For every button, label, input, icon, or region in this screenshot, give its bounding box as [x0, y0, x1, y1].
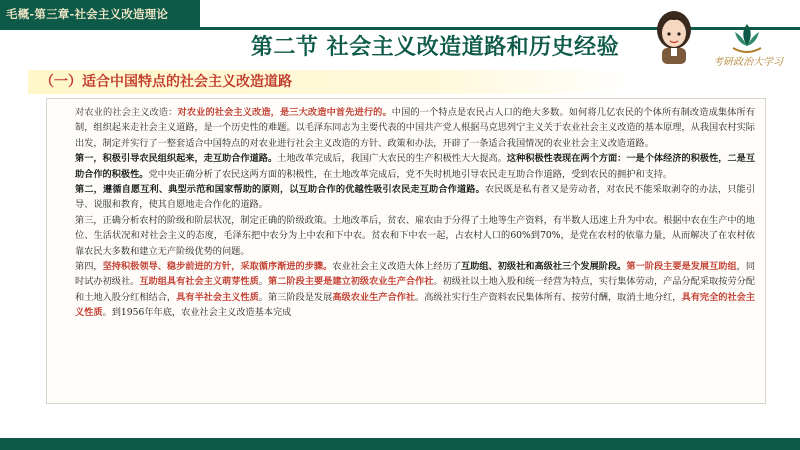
section-heading: （一）适合中国特点的社会主义改造道路 [28, 70, 630, 94]
text-run: 第二阶段主要是建立初级农业生产合作社 [268, 276, 434, 288]
page-title: 第二节 社会主义改造道路和历史经验 [250, 34, 620, 60]
avatar [652, 8, 696, 64]
text-run: 互助组、初级社和高级社三个发展阶段。 [460, 261, 627, 273]
text-run: 坚持积极领导、稳步前进的方针，采取循序渐进的步骤。 [102, 261, 333, 273]
text-run: 这种积极性表现在两个方面：一是个体经济的积极性，二是互助合作的积极性。 [75, 153, 756, 180]
text-run: 对农业的社会主义改造： [75, 107, 178, 118]
text-run: 第一，积极引导农民组织起来，走互助合作道路。 [75, 153, 278, 165]
paragraph-1 [57, 105, 755, 151]
paragraph-5 [57, 259, 755, 321]
content-box [46, 98, 766, 404]
text-run: 第二，遵循自愿互利、典型示范和国家帮助的原则，以互助合作的优越性吸引农民走互助合作道路。 [75, 184, 485, 196]
text-run: 互助组具有社会主义萌芽性质 [139, 276, 259, 288]
text-run: 。初级社以土地入股和统一经营为特点，实行集体劳动，产品分配采取按劳分配和土地入股分红相结合， [75, 276, 756, 303]
brand-text: 考研政治大学习 [713, 57, 783, 68]
text-run: 农业社会主义改造大体上经历了 [332, 261, 461, 273]
text-run: 党中央正确分析了农民这两方面的积极性，在土地改革完成后，党不失时机地引导农民走互助合作道路，受到农民的拥护和支持。 [148, 168, 673, 180]
text-run: 。 [258, 276, 268, 288]
text-run: 。到1956年年底，农业社会主义改造基本完成 [102, 307, 292, 319]
text-run: 对农业的社会主义改造，是三大改造中首先进行的。 [177, 107, 392, 118]
text-run: 。第三阶段是发展 [258, 291, 333, 303]
text-run: 具有完全的社会主义性质 [75, 291, 756, 319]
text-run: 高级农业生产合作社 [332, 291, 416, 303]
paragraph-4 [57, 213, 755, 259]
text-run: 。高级社实行生产资料农民集体所有、按劳付酬，取消土地分红， [415, 291, 682, 303]
text-run: 具有半社会主义性质 [176, 291, 259, 303]
text-run: 土地改革完成后，我国广大农民的生产积极性大大提高。 [277, 153, 507, 165]
paragraph-2 [57, 151, 755, 182]
footer-bar [0, 438, 800, 450]
text-run: 农民既是私有者又是劳动者，对农民不能采取剥夺的办法，只能引导、说服和教育，使其自愿地走合作化的道路。 [75, 184, 756, 211]
text-run: ，同时试办初级社。 [75, 261, 756, 288]
paragraph-3 [57, 182, 755, 213]
chapter-banner [0, 0, 200, 30]
text-run: 第三，正确分析农村的阶级和阶层状况，制定正确的阶级政策。土地改革后，贫农、雇农由于分得了土地等生产资料，有半数人迅速上升为中农。根据中农在生产中的地位、生活状况和对社会主义的态度，毛泽东把中农分为上中农和下中农。贫农和下中农一起，占农村人口的60%到70%，是党在农村的依靠力量，从而解决了在农村依靠农民大多数和建立无产阶级优势的问题。 [75, 214, 755, 257]
text-run: 第一阶段主要是发展互助组 [626, 261, 737, 273]
text-run: 第四， [75, 261, 103, 273]
text-run: 中国的一个特点是农民占人口的绝大多数。如何将几亿农民的个体所有制改造成集体所有制，组织起来走社会主义道路，是一个历史性的难题。以毛泽东同志为主要代表的中国共产党人根据马克思列宁主义关于农业社会主义改造的基本原理，从我国农村实际出发，制定并实行了一整套适合中国特点的对农业进行社会主义改造的方针、政策和办法，开辟了一条适合我国情况的农业社会主义改造道路。 [75, 107, 756, 149]
chapter-label: 毛概-第三章-社会主义改造理论 [6, 7, 169, 21]
brand-emblem-icon [733, 24, 761, 52]
